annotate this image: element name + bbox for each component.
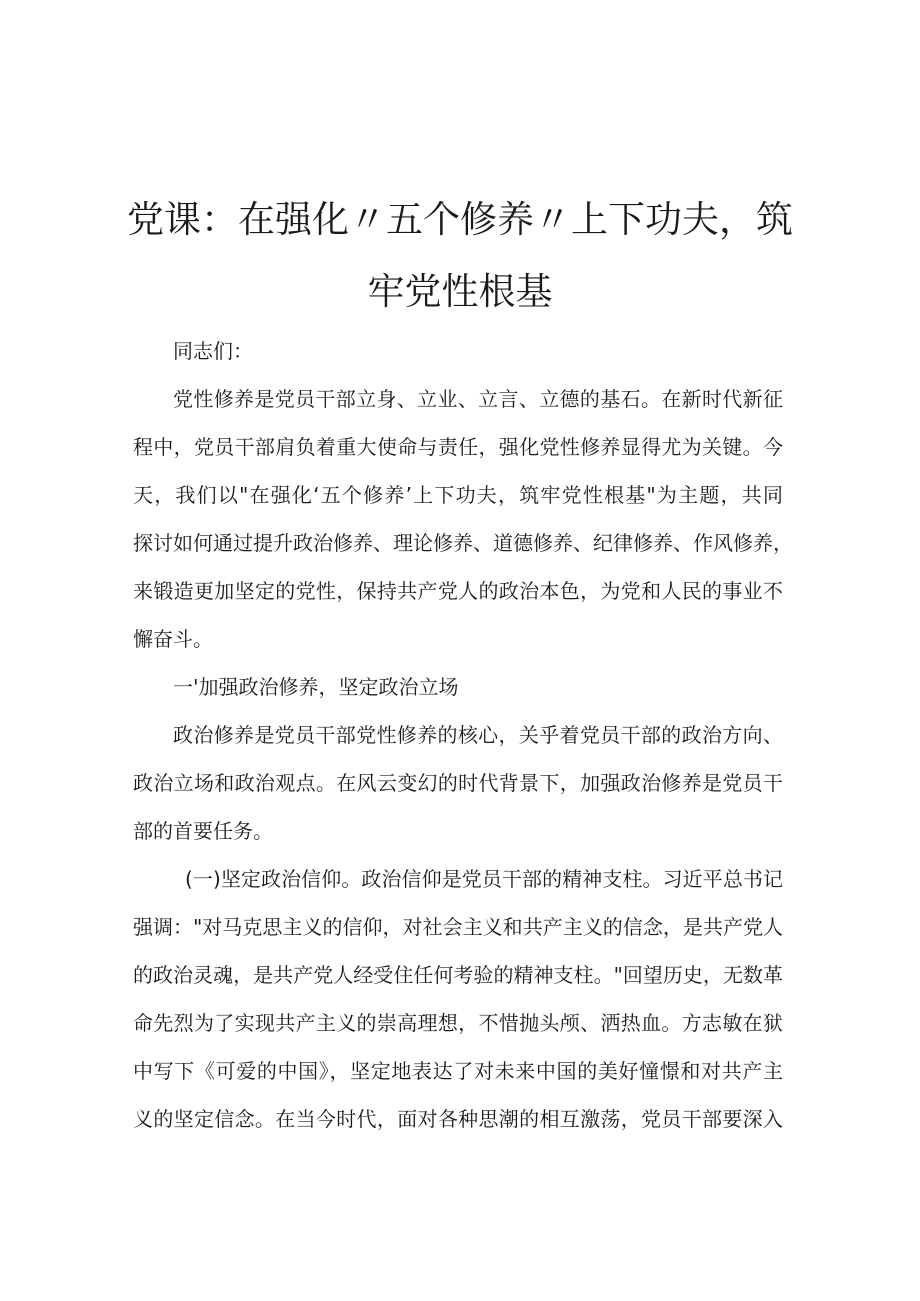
section-1-line-1: 政治修养是党员干部党性修养的核心，关乎着党员干部的政治方向、 <box>173 723 783 747</box>
subsection-1-line-6: 义的坚定信念。在当今时代，面对各种思潮的相互激荡，党员干部要深入 <box>133 1107 783 1131</box>
intro-line-2: 程中，党员干部肩负着重大使命与责任，强化党性修养显得尤为关键。今 <box>133 435 783 459</box>
document-body <box>133 327 793 1143</box>
document-title-line-2: 牢党性根基 <box>367 270 553 313</box>
intro-line-6: 懈奋斗。 <box>133 627 213 651</box>
intro-line-4: 探讨如何通过提升政治修养、理论修养、道德修养、纪律修养、作风修养， <box>133 531 793 555</box>
salutation: 同志们： <box>173 339 253 363</box>
subsection-1-line-4: 命先烈为了实现共产主义的崇高理想，不惜抛头颅、洒热血。方志敏在狱 <box>133 1011 783 1035</box>
intro-line-5: 来锻造更加坚定的党性，保持共产党人的政治本色，为党和人民的事业不 <box>133 579 783 603</box>
subsection-1-line-5: 中写下《可爱的中国》，坚定地表达了对未来中国的美好憧憬和对共产主 <box>133 1059 783 1083</box>
subsection-1-line-1: (一)坚定政治信仰。政治信仰是党员干部的精神支柱。习近平总书记 <box>185 867 783 891</box>
intro-line-1: 党性修养是党员干部立身、立业、立言、立德的基石。在新时代新征 <box>173 387 783 411</box>
section-1-line-3: 部的首要任务。 <box>133 819 273 843</box>
document-title-line-1: 党课：在强化〃五个修养〃上下功夫，筑 <box>127 198 793 241</box>
subsection-1-line-2: 强调："对马克思主义的信仰，对社会主义和共产主义的信念，是共产党人 <box>133 915 783 939</box>
section-1-heading: 一'加强政治修养，坚定政治立场 <box>173 675 459 699</box>
subsection-1-line-3: 的政治灵魂，是共产党人经受住任何考验的精神支柱。"回望历史，无数革 <box>133 963 783 987</box>
intro-line-3: 天，我们以"在强化‘五个修养’上下功夫，筑牢党性根基"为主题，共同 <box>133 483 783 507</box>
section-1-line-2: 政治立场和政治观点。在风云变幻的时代背景下，加强政治修养是党员干 <box>133 771 783 795</box>
